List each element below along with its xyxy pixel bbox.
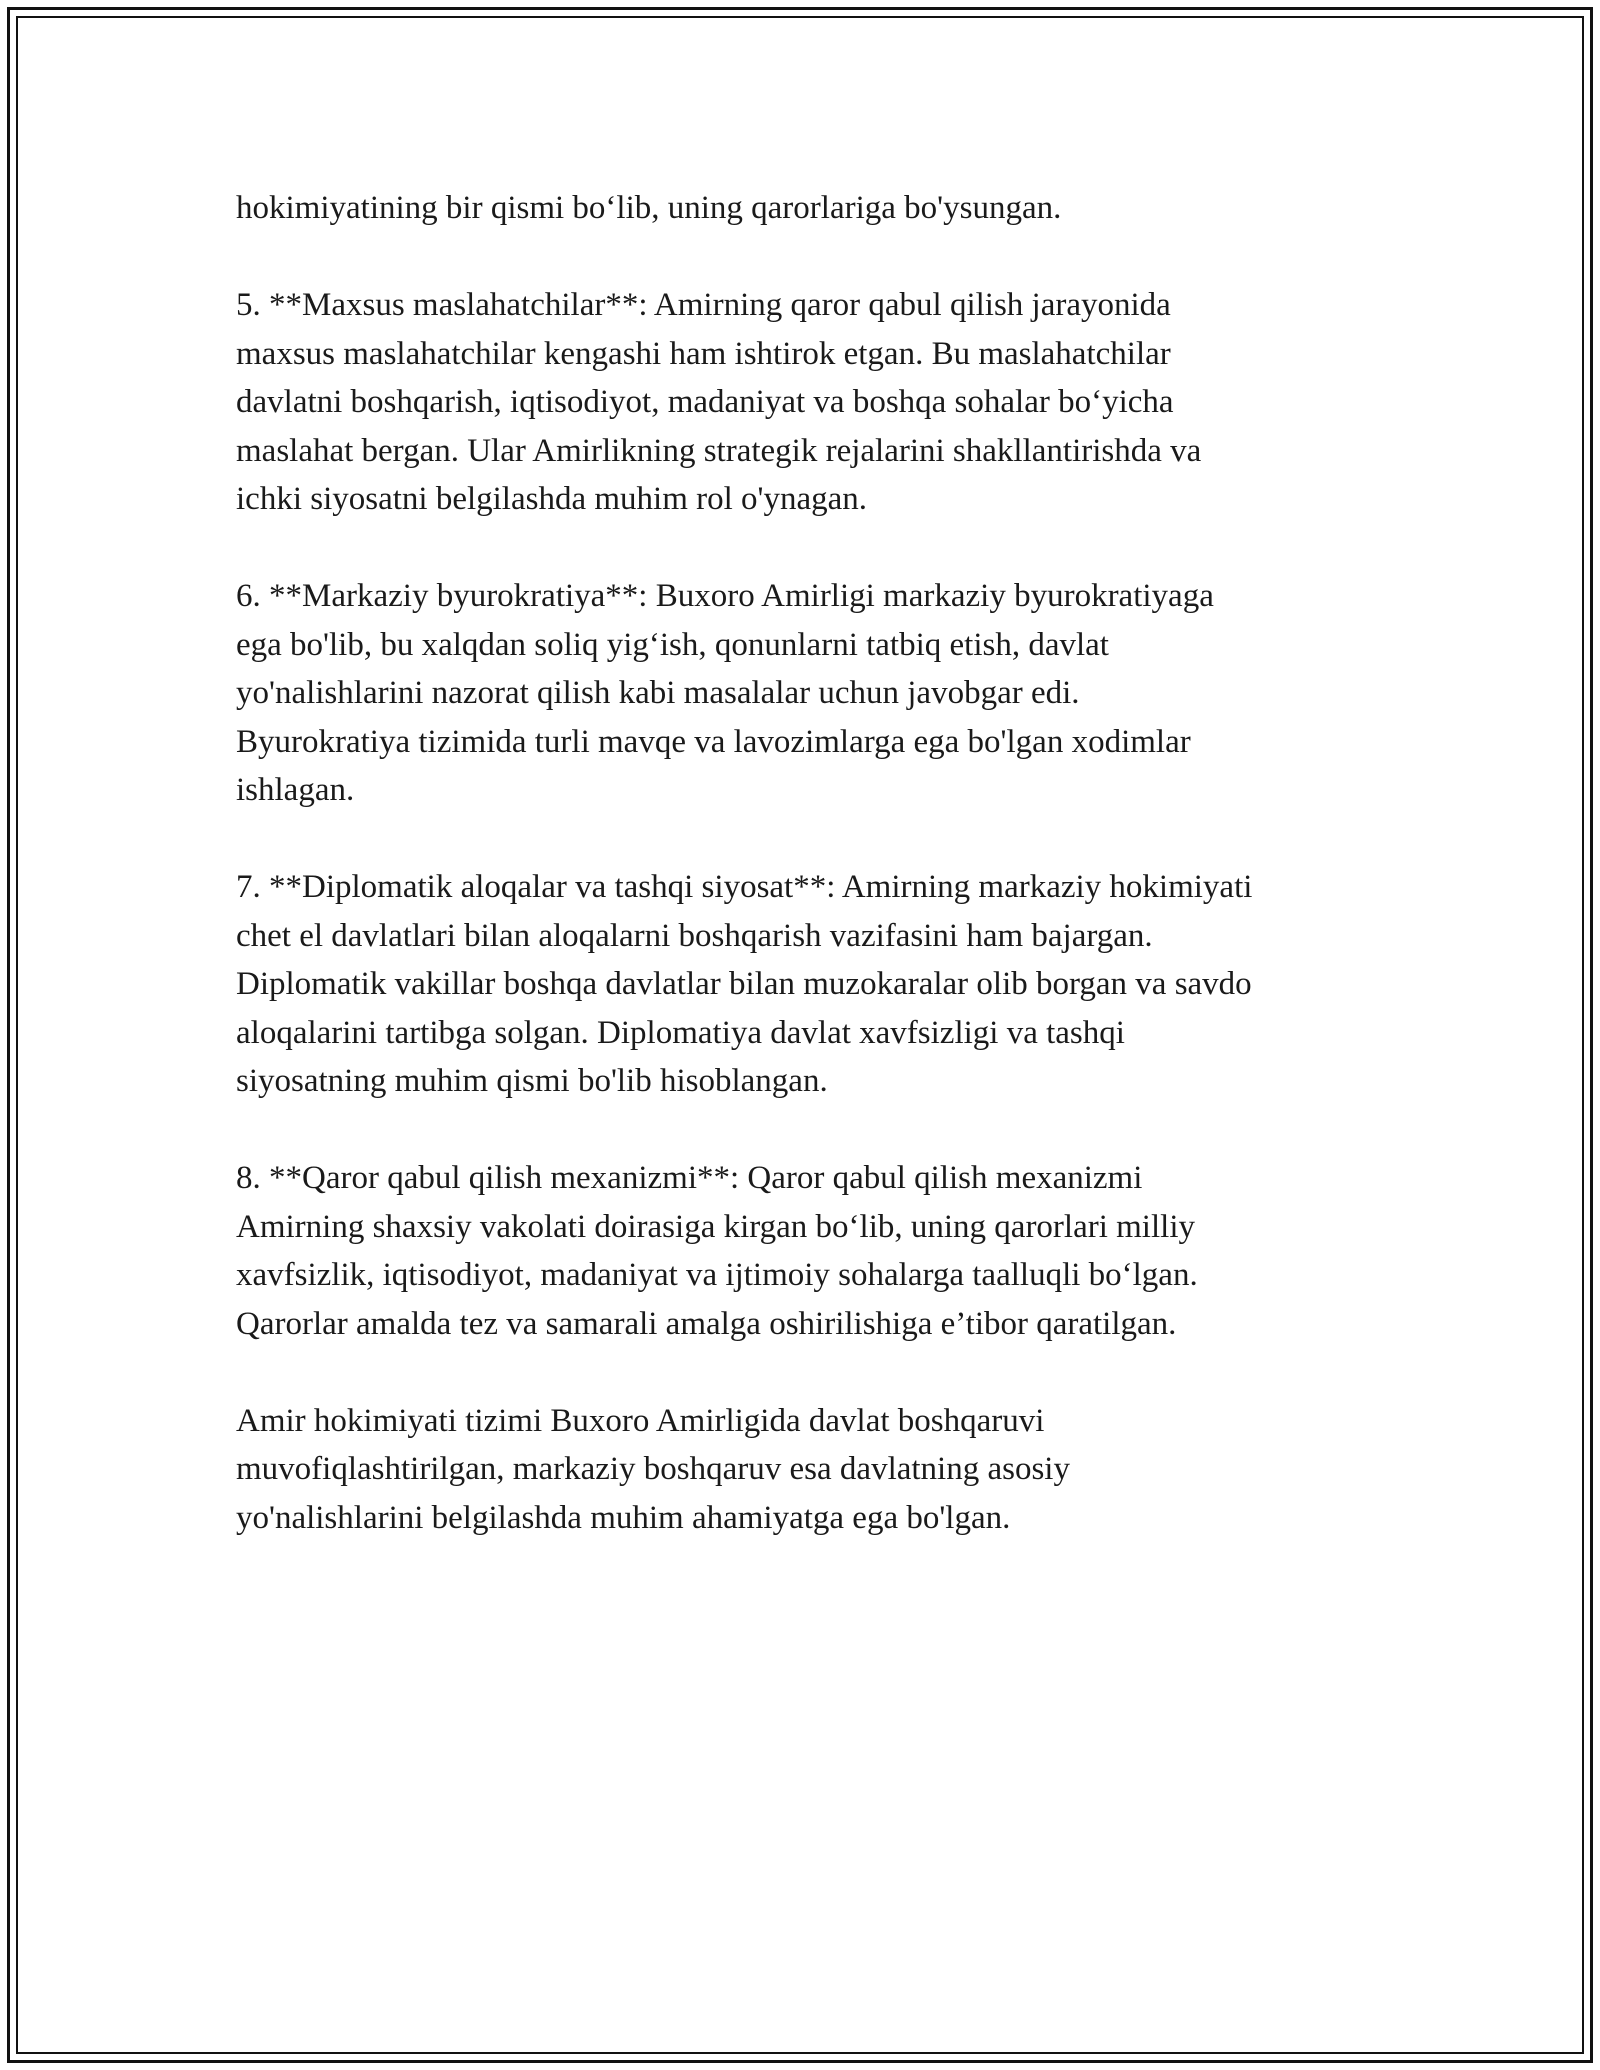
paragraph-maxsus-maslahatchilar: 5. **Maxsus maslahatchilar**: Amirning qaror qabul qilish jarayonida maxsus maslahatchilar kengashi ham ishtirok etgan. Bu maslahatchilar davlatni boshqarish, iqtisodiyot, madaniyat va boshqa sohalar bo‘yicha maslahat bergan. Ular Amirlikning strategik rejalarini shakllantirishda va ichki siyosatni belgilashda muhim rol o'ynagan. xyxy=(236,287,1202,517)
paragraph-markaziy-byurokratiya: 6. **Markaziy byurokratiya**: Buxoro Amirligi markaziy byurokratiyaga ega bo'lib, bu xalqdan soliq yig‘ish, qonunlarni tatbiq etish, davlat yo'nalishlarini nazorat qilish kabi masalalar uchun javobgar edi. Byurokratiya tizimida turli mavqe va lavozimlarga ega bo'lgan xodimlar ishlagan. xyxy=(236,578,1214,808)
paragraph-continuation: hokimiyatining bir qismi bo‘lib, uning qarorlariga bo'ysungan. xyxy=(236,190,1062,226)
document-body xyxy=(236,184,1396,1591)
paragraph-conclusion: Amir hokimiyati tizimi Buxoro Amirligida davlat boshqaruvi muvofiqlashtirilgan, markaziy boshqaruv esa davlatning asosiy yo'nalishlarini belgilashda muhim ahamiyatga ega bo'lgan. xyxy=(236,1402,1070,1536)
paragraph-diplomatik-aloqalar: 7. **Diplomatik aloqalar va tashqi siyosat**: Amirning markaziy hokimiyati chet el davlatlari bilan aloqalarni boshqarish vazifasini ham bajargan. Diplomatik vakillar boshqa davlatlar bilan muzokaralar olib borgan va savdo aloqalarini tartibga solgan. Diplomatiya davlat xavfsizligi va tashqi siyosatning muhim qismi bo'lib hisoblangan. xyxy=(236,869,1253,1099)
paragraph-qaror-qabul-qilish: 8. **Qaror qabul qilish mexanizmi**: Qaror qabul qilish mexanizmi Amirning shaxsiy vakolati doirasiga kirgan bo‘lib, uning qarorlari milliy xavfsizlik, iqtisodiyot, madaniyat va ijtimoiy sohalarga taalluqli bo‘lgan. Qarorlar amalda tez va samarali amalga oshirilishiga e’tibor qaratilgan. xyxy=(236,1160,1198,1342)
